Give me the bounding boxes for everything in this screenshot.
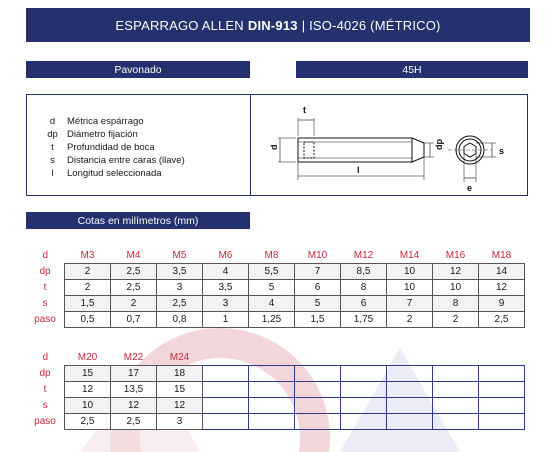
legend-symbol: d xyxy=(49,116,56,127)
table-cell: 15 xyxy=(65,366,111,382)
empty-cell xyxy=(387,398,433,414)
table-cell: 14 xyxy=(479,264,525,280)
empty-cell xyxy=(341,414,387,430)
table-row-s xyxy=(26,398,525,414)
legend-symbol: s xyxy=(50,155,55,166)
empty-cell xyxy=(295,382,341,398)
table-row-t xyxy=(26,280,525,296)
table-cell: 7 xyxy=(295,264,341,280)
empty-cell xyxy=(433,366,479,382)
legend-symbol: l xyxy=(51,168,54,179)
table-cell: 2,5 xyxy=(111,414,157,430)
table-cell: 10 xyxy=(65,398,111,414)
empty-cell xyxy=(387,350,433,366)
empty-cell xyxy=(341,366,387,382)
dim-label-dp: dp xyxy=(434,139,444,150)
row-label: paso xyxy=(34,416,56,427)
legend-item xyxy=(38,141,185,154)
table-cell: M10 xyxy=(307,250,328,261)
empty-cell xyxy=(479,350,525,366)
table-cell: 10 xyxy=(387,280,433,296)
table-cell: 8 xyxy=(433,296,479,312)
table-row-dp xyxy=(26,264,525,280)
finish-label: Pavonado xyxy=(114,63,162,76)
empty-cell xyxy=(249,366,295,382)
table-cell: 8 xyxy=(341,280,387,296)
table-row-paso xyxy=(26,414,525,430)
table-cell: 12 xyxy=(479,280,525,296)
table-row-paso xyxy=(26,312,525,328)
legend-list xyxy=(38,115,185,180)
legend-item xyxy=(38,115,185,128)
title-prefix: ESPARRAGO ALLEN xyxy=(115,17,244,33)
table-cell: 6 xyxy=(341,296,387,312)
table-cell: 0,5 xyxy=(65,312,111,328)
empty-cell xyxy=(295,414,341,430)
empty-cell xyxy=(295,398,341,414)
table-cell: M4 xyxy=(126,250,141,261)
table-cell: 15 xyxy=(157,382,203,398)
empty-cell xyxy=(249,382,295,398)
table-cell: 2 xyxy=(387,312,433,328)
table-row-d xyxy=(26,350,525,366)
empty-cell xyxy=(341,398,387,414)
table-cell: 7 xyxy=(387,296,433,312)
dim-label-s: s xyxy=(499,146,505,156)
table-cell: M24 xyxy=(169,352,190,363)
table-row-dp xyxy=(26,366,525,382)
table-cell: 12 xyxy=(433,264,479,280)
row-label: d xyxy=(42,352,49,364)
dimensions-table-2 xyxy=(26,350,525,430)
table-cell: M6 xyxy=(218,250,233,261)
empty-cell xyxy=(387,414,433,430)
table-cell: 3,5 xyxy=(157,264,203,280)
table-cell: 5,5 xyxy=(249,264,295,280)
table-row-s xyxy=(26,296,525,312)
table-cell: 13,5 xyxy=(111,382,157,398)
table-cell: 0,8 xyxy=(157,312,203,328)
table-cell: 9 xyxy=(479,296,525,312)
table-cell: M18 xyxy=(491,250,512,261)
legend-symbol: dp xyxy=(47,129,58,140)
dim-label-l: l xyxy=(357,165,360,175)
row-label: t xyxy=(43,282,47,293)
table-cell: 0,7 xyxy=(111,312,157,328)
empty-cell xyxy=(295,366,341,382)
legend-text: Distancia entre caras (llave) xyxy=(67,155,185,166)
table-cell: M5 xyxy=(172,250,187,261)
table-row-d xyxy=(26,248,525,264)
table-cell: 18 xyxy=(157,366,203,382)
empty-cell xyxy=(249,414,295,430)
table-cell: 12 xyxy=(111,398,157,414)
empty-cell xyxy=(203,382,249,398)
table-row-t xyxy=(26,382,525,398)
table-cell: 2,5 xyxy=(111,280,157,296)
empty-cell xyxy=(433,382,479,398)
empty-cell xyxy=(203,366,249,382)
page-title xyxy=(26,8,530,42)
table-cell: 10 xyxy=(433,280,479,296)
table-cell: 1,5 xyxy=(65,296,111,312)
table-cell: M22 xyxy=(123,352,144,363)
table-cell: 4 xyxy=(249,296,295,312)
empty-cell xyxy=(433,350,479,366)
row-label: s xyxy=(42,298,48,309)
table-cell: 3,5 xyxy=(203,280,249,296)
table-cell: 1 xyxy=(203,312,249,328)
table-cell: 1,5 xyxy=(295,312,341,328)
finish-banner xyxy=(26,61,250,78)
table-cell: 2 xyxy=(65,264,111,280)
table-cell: 12 xyxy=(157,398,203,414)
grade-label: 45H xyxy=(402,63,422,76)
table-cell: M14 xyxy=(399,250,420,261)
table-cell: 2,5 xyxy=(111,264,157,280)
empty-cell xyxy=(387,382,433,398)
title-suffix: | ISO-4026 (MÉTRICO) xyxy=(301,17,441,33)
table-cell: 2,5 xyxy=(157,296,203,312)
table-cell: M3 xyxy=(80,250,95,261)
table-cell: 3 xyxy=(157,414,203,430)
section-title xyxy=(26,212,250,229)
legend-text: Profundidad de boca xyxy=(67,142,155,153)
dim-label-e: e xyxy=(467,183,473,193)
empty-cell xyxy=(249,398,295,414)
table-cell: 1,25 xyxy=(249,312,295,328)
legend-text: Métrica espárrago xyxy=(67,116,144,127)
table-cell: 1,75 xyxy=(341,312,387,328)
legend-text: Diámetro fijación xyxy=(67,129,138,140)
empty-cell xyxy=(433,414,479,430)
empty-cell xyxy=(479,414,525,430)
table-cell: 12 xyxy=(65,382,111,398)
table-cell: 2,5 xyxy=(479,312,525,328)
empty-cell xyxy=(479,382,525,398)
legend-symbol: t xyxy=(51,142,54,153)
row-label: d xyxy=(42,250,49,262)
table-cell: 2 xyxy=(111,296,157,312)
table-cell: 6 xyxy=(295,280,341,296)
table-cell: 2 xyxy=(433,312,479,328)
empty-cell xyxy=(249,350,295,366)
legend-text: Longitud seleccionada xyxy=(67,168,162,179)
table-cell: 2,5 xyxy=(65,414,111,430)
dim-label-t: t xyxy=(303,105,306,115)
table-cell: 4 xyxy=(203,264,249,280)
empty-cell xyxy=(203,350,249,366)
title-standard: DIN-913 xyxy=(247,17,298,33)
row-label: dp xyxy=(39,368,51,379)
table-cell: M8 xyxy=(264,250,279,261)
empty-cell xyxy=(203,398,249,414)
table-cell: 5 xyxy=(249,280,295,296)
empty-cell xyxy=(479,366,525,382)
section-title-text: Cotas en milímetros (mm) xyxy=(77,214,199,227)
empty-cell xyxy=(295,350,341,366)
table-cell: 5 xyxy=(295,296,341,312)
table-cell: M12 xyxy=(353,250,374,261)
table-cell: 10 xyxy=(387,264,433,280)
table-cell: M20 xyxy=(77,352,98,363)
legend-item xyxy=(38,154,185,167)
legend-item xyxy=(38,128,185,141)
set-screw-drawing xyxy=(252,96,526,194)
dimensions-table-1 xyxy=(26,248,525,328)
table-cell: 17 xyxy=(111,366,157,382)
empty-cell xyxy=(341,350,387,366)
empty-cell xyxy=(387,366,433,382)
table-cell: 8,5 xyxy=(341,264,387,280)
legend-item xyxy=(38,167,185,180)
row-label: dp xyxy=(39,266,51,277)
legend-divider xyxy=(250,94,251,196)
row-label: paso xyxy=(34,314,56,325)
empty-cell xyxy=(479,398,525,414)
empty-cell xyxy=(203,414,249,430)
empty-cell xyxy=(433,398,479,414)
table-cell: 3 xyxy=(203,296,249,312)
row-label: s xyxy=(42,400,48,411)
row-label: t xyxy=(43,384,47,395)
table-cell: 2 xyxy=(65,280,111,296)
screw-body xyxy=(298,138,412,162)
table-cell: M16 xyxy=(445,250,466,261)
grade-banner xyxy=(296,61,528,78)
empty-cell xyxy=(341,382,387,398)
table-cell: 3 xyxy=(157,280,203,296)
dim-label-d: d xyxy=(269,144,279,150)
